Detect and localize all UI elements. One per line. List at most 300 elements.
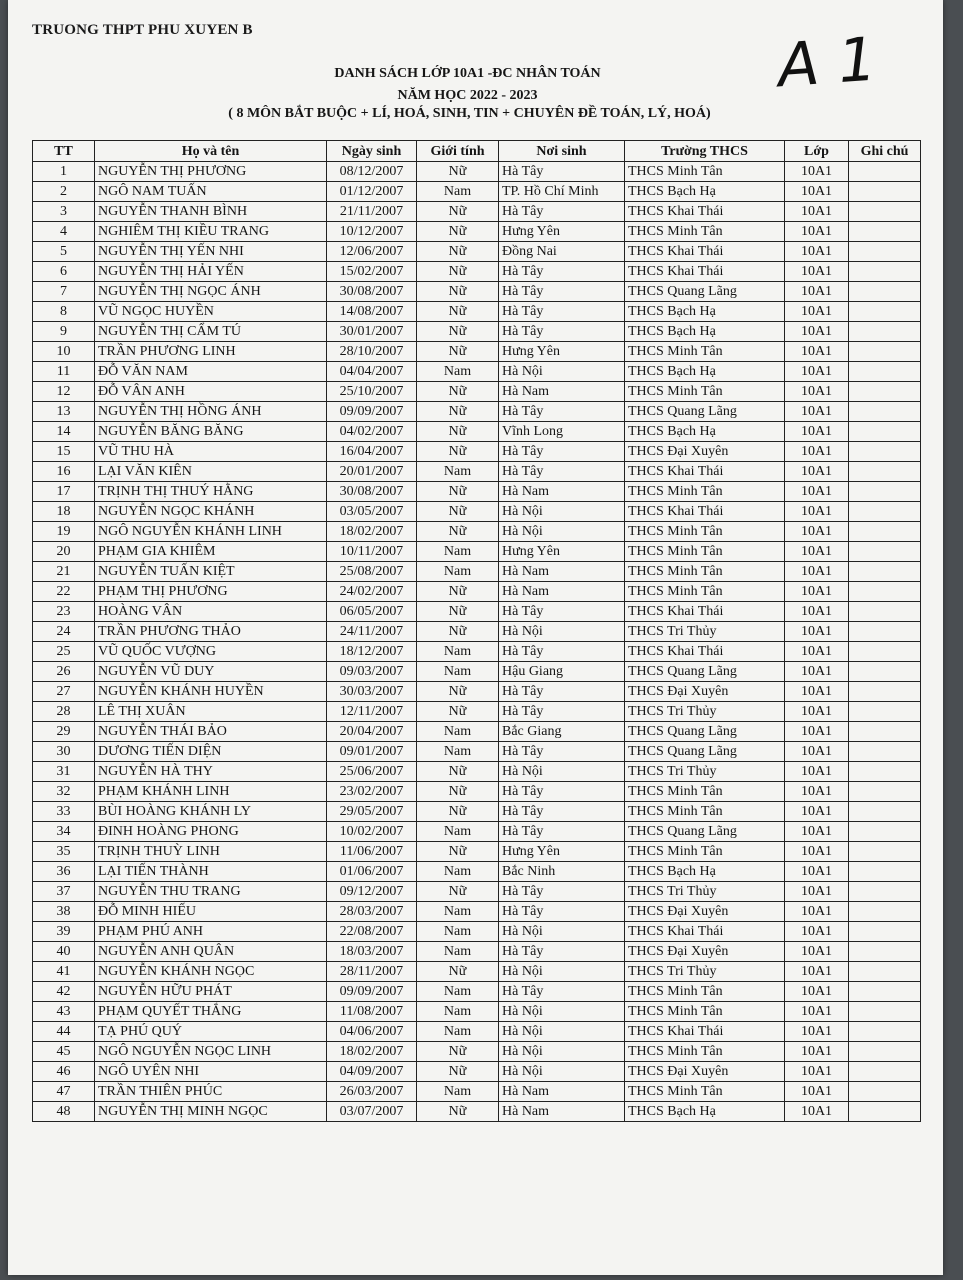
- cell-birthplace: Hà Nam: [499, 1102, 625, 1122]
- cell-tt: 1: [33, 162, 95, 182]
- cell-gender: Nữ: [417, 882, 499, 902]
- table-row: [33, 802, 921, 822]
- cell-note: [849, 642, 921, 662]
- cell-birthplace: TP. Hồ Chí Minh: [499, 182, 625, 202]
- cell-class: 10A1: [785, 282, 849, 302]
- cell-birthplace: Hà Tây: [499, 462, 625, 482]
- table-row: [33, 882, 921, 902]
- cell-birthplace: Hà Tây: [499, 742, 625, 762]
- cell-tt: 9: [33, 322, 95, 342]
- cell-note: [849, 942, 921, 962]
- cell-school: THCS Quang Lãng: [625, 402, 785, 422]
- cell-birthdate: 14/08/2007: [327, 302, 417, 322]
- cell-birthdate: 23/02/2007: [327, 782, 417, 802]
- cell-note: [849, 582, 921, 602]
- cell-gender: Nữ: [417, 222, 499, 242]
- cell-birthdate: 28/03/2007: [327, 902, 417, 922]
- cell-birthdate: 20/04/2007: [327, 722, 417, 742]
- cell-gender: Nữ: [417, 702, 499, 722]
- document-subtitle: ( 8 MÔN BẮT BUỘC + LÍ, HOÁ, SINH, TIN + CHUYÊN ĐỀ TOÁN, LÝ, HOÁ): [228, 106, 711, 121]
- cell-note: [849, 1102, 921, 1122]
- cell-tt: 30: [33, 742, 95, 762]
- cell-birthplace: Đồng Nai: [499, 242, 625, 262]
- cell-school: THCS Tri Thủy: [625, 702, 785, 722]
- cell-class: 10A1: [785, 802, 849, 822]
- table-row: [33, 922, 921, 942]
- cell-note: [849, 342, 921, 362]
- cell-note: [849, 842, 921, 862]
- table-row: [33, 702, 921, 722]
- cell-birthplace: Hà Tây: [499, 822, 625, 842]
- cell-gender: Nam: [417, 182, 499, 202]
- cell-note: [849, 902, 921, 922]
- cell-tt: 34: [33, 822, 95, 842]
- cell-name: PHẠM PHÚ ANH: [95, 922, 327, 942]
- cell-note: [849, 682, 921, 702]
- cell-name: ĐỖ MINH HIẾU: [95, 902, 327, 922]
- cell-gender: Nữ: [417, 502, 499, 522]
- cell-note: [849, 362, 921, 382]
- cell-birthdate: 28/10/2007: [327, 342, 417, 362]
- cell-birthdate: 01/12/2007: [327, 182, 417, 202]
- cell-note: [849, 762, 921, 782]
- cell-tt: 24: [33, 622, 95, 642]
- cell-tt: 16: [33, 462, 95, 482]
- cell-class: 10A1: [785, 782, 849, 802]
- cell-tt: 6: [33, 262, 95, 282]
- cell-gender: Nữ: [417, 522, 499, 542]
- table-header-row: [33, 141, 921, 162]
- column-header-school: Trường THCS: [625, 141, 785, 162]
- table-row: [33, 862, 921, 882]
- cell-birthdate: 10/12/2007: [327, 222, 417, 242]
- cell-school: THCS Khai Thái: [625, 202, 785, 222]
- table-row: [33, 382, 921, 402]
- cell-name: NGÔ NGUYỄN NGỌC LINH: [95, 1042, 327, 1062]
- cell-note: [849, 242, 921, 262]
- cell-school: THCS Minh Tân: [625, 342, 785, 362]
- cell-class: 10A1: [785, 262, 849, 282]
- cell-birthplace: Bắc Ninh: [499, 862, 625, 882]
- cell-school: THCS Đại Xuyên: [625, 942, 785, 962]
- cell-birthplace: Bắc Giang: [499, 722, 625, 742]
- cell-note: [849, 282, 921, 302]
- cell-birthdate: 09/12/2007: [327, 882, 417, 902]
- cell-tt: 8: [33, 302, 95, 322]
- cell-birthdate: 01/06/2007: [327, 862, 417, 882]
- cell-name: TRẦN THIÊN PHÚC: [95, 1082, 327, 1102]
- cell-gender: Nữ: [417, 282, 499, 302]
- cell-note: [849, 222, 921, 242]
- cell-class: 10A1: [785, 382, 849, 402]
- cell-note: [849, 162, 921, 182]
- school-name: TRUONG THPT PHU XUYEN B: [32, 22, 253, 38]
- cell-name: NGUYỄN ANH QUÂN: [95, 942, 327, 962]
- cell-class: 10A1: [785, 562, 849, 582]
- cell-birthplace: Hà Nam: [499, 582, 625, 602]
- cell-gender: Nữ: [417, 162, 499, 182]
- cell-name: HOÀNG VÂN: [95, 602, 327, 622]
- cell-birthdate: 10/11/2007: [327, 542, 417, 562]
- cell-note: [849, 382, 921, 402]
- cell-note: [849, 1002, 921, 1022]
- cell-class: 10A1: [785, 322, 849, 342]
- cell-name: NGUYỄN NGỌC KHÁNH: [95, 502, 327, 522]
- cell-name: ĐỖ VĂN NAM: [95, 362, 327, 382]
- cell-birthdate: 18/02/2007: [327, 1042, 417, 1062]
- cell-birthdate: 11/08/2007: [327, 1002, 417, 1022]
- cell-birthdate: 20/01/2007: [327, 462, 417, 482]
- cell-school: THCS Minh Tân: [625, 522, 785, 542]
- cell-tt: 3: [33, 202, 95, 222]
- cell-tt: 18: [33, 502, 95, 522]
- table-row: [33, 1062, 921, 1082]
- cell-school: THCS Minh Tân: [625, 782, 785, 802]
- table-row: [33, 602, 921, 622]
- cell-birthplace: Hà Tây: [499, 982, 625, 1002]
- cell-name: NGUYỄN THU TRANG: [95, 882, 327, 902]
- cell-name: NGÔ UYÊN NHI: [95, 1062, 327, 1082]
- cell-class: 10A1: [785, 1082, 849, 1102]
- cell-tt: 45: [33, 1042, 95, 1062]
- cell-tt: 36: [33, 862, 95, 882]
- column-header-tt: TT: [33, 141, 95, 162]
- cell-note: [849, 702, 921, 722]
- cell-school: THCS Minh Tân: [625, 1042, 785, 1062]
- cell-birthplace: Hà Nam: [499, 1082, 625, 1102]
- cell-name: ĐỖ VÂN ANH: [95, 382, 327, 402]
- cell-note: [849, 662, 921, 682]
- cell-class: 10A1: [785, 1042, 849, 1062]
- cell-gender: Nữ: [417, 382, 499, 402]
- cell-class: 10A1: [785, 402, 849, 422]
- cell-school: THCS Khai Thái: [625, 642, 785, 662]
- cell-tt: 11: [33, 362, 95, 382]
- cell-birthplace: Vĩnh Long: [499, 422, 625, 442]
- table-row: [33, 782, 921, 802]
- cell-birthdate: 30/08/2007: [327, 482, 417, 502]
- cell-birthplace: Hưng Yên: [499, 222, 625, 242]
- cell-school: THCS Bạch Hạ: [625, 362, 785, 382]
- cell-school: THCS Minh Tân: [625, 802, 785, 822]
- cell-tt: 7: [33, 282, 95, 302]
- cell-school: THCS Bạch Hạ: [625, 862, 785, 882]
- cell-name: NGUYỄN HÀ THY: [95, 762, 327, 782]
- cell-tt: 35: [33, 842, 95, 862]
- cell-name: TRỊNH THỊ THUÝ HẰNG: [95, 482, 327, 502]
- cell-tt: 14: [33, 422, 95, 442]
- cell-tt: 31: [33, 762, 95, 782]
- cell-class: 10A1: [785, 682, 849, 702]
- cell-note: [849, 1082, 921, 1102]
- cell-tt: 41: [33, 962, 95, 982]
- cell-birthplace: Hà Nội: [499, 762, 625, 782]
- cell-school: THCS Minh Tân: [625, 382, 785, 402]
- cell-class: 10A1: [785, 442, 849, 462]
- cell-name: NGÔ NGUYỄN KHÁNH LINH: [95, 522, 327, 542]
- cell-class: 10A1: [785, 822, 849, 842]
- cell-school: THCS Minh Tân: [625, 1082, 785, 1102]
- cell-tt: 40: [33, 942, 95, 962]
- cell-note: [849, 1062, 921, 1082]
- cell-birthplace: Hà Nội: [499, 362, 625, 382]
- cell-birthplace: Hà Tây: [499, 802, 625, 822]
- cell-school: THCS Đại Xuyên: [625, 902, 785, 922]
- cell-class: 10A1: [785, 882, 849, 902]
- cell-tt: 21: [33, 562, 95, 582]
- cell-note: [849, 982, 921, 1002]
- cell-birthdate: 04/06/2007: [327, 1022, 417, 1042]
- table-row: [33, 182, 921, 202]
- cell-name: ĐINH HOÀNG PHONG: [95, 822, 327, 842]
- table-row: [33, 842, 921, 862]
- cell-birthplace: Hà Tây: [499, 702, 625, 722]
- cell-school: THCS Bạch Hạ: [625, 1102, 785, 1122]
- cell-name: TRẦN PHƯƠNG THẢO: [95, 622, 327, 642]
- table-row: [33, 462, 921, 482]
- cell-birthplace: Hà Tây: [499, 262, 625, 282]
- cell-birthdate: 03/07/2007: [327, 1102, 417, 1122]
- cell-school: THCS Quang Lãng: [625, 282, 785, 302]
- table-row: [33, 342, 921, 362]
- cell-name: NGHIÊM THỊ KIỀU TRANG: [95, 222, 327, 242]
- student-list-table: [32, 140, 921, 1122]
- cell-class: 10A1: [785, 642, 849, 662]
- cell-school: THCS Quang Lãng: [625, 742, 785, 762]
- cell-gender: Nữ: [417, 1102, 499, 1122]
- cell-birthplace: Hà Tây: [499, 282, 625, 302]
- cell-school: THCS Bạch Hạ: [625, 322, 785, 342]
- cell-note: [849, 1022, 921, 1042]
- cell-birthplace: Hà Nam: [499, 382, 625, 402]
- cell-class: 10A1: [785, 662, 849, 682]
- cell-class: 10A1: [785, 622, 849, 642]
- cell-class: 10A1: [785, 582, 849, 602]
- table-row: [33, 482, 921, 502]
- cell-school: THCS Quang Lãng: [625, 662, 785, 682]
- cell-birthdate: 09/09/2007: [327, 982, 417, 1002]
- cell-tt: 2: [33, 182, 95, 202]
- cell-gender: Nữ: [417, 422, 499, 442]
- cell-note: [849, 962, 921, 982]
- cell-birthdate: 18/12/2007: [327, 642, 417, 662]
- cell-name: PHẠM THỊ PHƯƠNG: [95, 582, 327, 602]
- cell-school: THCS Minh Tân: [625, 482, 785, 502]
- cell-note: [849, 422, 921, 442]
- cell-birthplace: Hà Nam: [499, 562, 625, 582]
- column-header-birthdate: Ngày sinh: [327, 141, 417, 162]
- cell-class: 10A1: [785, 362, 849, 382]
- cell-birthplace: Hà Nội: [499, 1002, 625, 1022]
- cell-class: 10A1: [785, 222, 849, 242]
- cell-birthdate: 11/06/2007: [327, 842, 417, 862]
- cell-birthplace: Hà Tây: [499, 882, 625, 902]
- cell-school: THCS Minh Tân: [625, 982, 785, 1002]
- cell-gender: Nam: [417, 1002, 499, 1022]
- cell-tt: 27: [33, 682, 95, 702]
- table-body: [33, 162, 921, 1122]
- cell-class: 10A1: [785, 602, 849, 622]
- table-row: [33, 722, 921, 742]
- cell-gender: Nữ: [417, 842, 499, 862]
- cell-note: [849, 202, 921, 222]
- cell-note: [849, 262, 921, 282]
- table-row: [33, 662, 921, 682]
- cell-tt: 47: [33, 1082, 95, 1102]
- table-row: [33, 822, 921, 842]
- cell-note: [849, 182, 921, 202]
- cell-birthplace: Hà Nội: [499, 1042, 625, 1062]
- cell-school: THCS Bạch Hạ: [625, 302, 785, 322]
- cell-birthdate: 22/08/2007: [327, 922, 417, 942]
- cell-note: [849, 1042, 921, 1062]
- table-row: [33, 362, 921, 382]
- cell-gender: Nam: [417, 862, 499, 882]
- cell-tt: 33: [33, 802, 95, 822]
- cell-tt: 4: [33, 222, 95, 242]
- cell-birthdate: 25/10/2007: [327, 382, 417, 402]
- cell-note: [849, 542, 921, 562]
- table-row: [33, 502, 921, 522]
- table-row: [33, 762, 921, 782]
- table-row: [33, 962, 921, 982]
- cell-name: TRẦN PHƯƠNG LINH: [95, 342, 327, 362]
- table-row: [33, 642, 921, 662]
- cell-class: 10A1: [785, 1102, 849, 1122]
- cell-gender: Nam: [417, 642, 499, 662]
- table-row: [33, 562, 921, 582]
- cell-birthplace: Hà Nội: [499, 522, 625, 542]
- cell-gender: Nữ: [417, 342, 499, 362]
- cell-note: [849, 822, 921, 842]
- column-header-gender: Giới tính: [417, 141, 499, 162]
- cell-name: PHẠM GIA KHIÊM: [95, 542, 327, 562]
- cell-class: 10A1: [785, 522, 849, 542]
- cell-class: 10A1: [785, 982, 849, 1002]
- cell-gender: Nam: [417, 902, 499, 922]
- cell-gender: Nam: [417, 662, 499, 682]
- cell-birthdate: 10/02/2007: [327, 822, 417, 842]
- cell-tt: 10: [33, 342, 95, 362]
- cell-note: [849, 602, 921, 622]
- cell-tt: 37: [33, 882, 95, 902]
- table-row: [33, 542, 921, 562]
- table-row: [33, 982, 921, 1002]
- table-row: [33, 1022, 921, 1042]
- cell-gender: Nữ: [417, 402, 499, 422]
- cell-school: THCS Quang Lãng: [625, 722, 785, 742]
- cell-class: 10A1: [785, 542, 849, 562]
- cell-birthplace: Hà Tây: [499, 162, 625, 182]
- cell-gender: Nữ: [417, 1062, 499, 1082]
- cell-gender: Nữ: [417, 262, 499, 282]
- table-row: [33, 522, 921, 542]
- cell-class: 10A1: [785, 742, 849, 762]
- cell-note: [849, 562, 921, 582]
- cell-name: NGUYỄN TUẤN KIỆT: [95, 562, 327, 582]
- cell-class: 10A1: [785, 1022, 849, 1042]
- cell-birthplace: Hưng Yên: [499, 542, 625, 562]
- cell-school: THCS Khai Thái: [625, 462, 785, 482]
- cell-birthdate: 18/02/2007: [327, 522, 417, 542]
- cell-name: NGUYỄN VŨ DUY: [95, 662, 327, 682]
- cell-birthplace: Hà Nội: [499, 1062, 625, 1082]
- cell-school: THCS Minh Tân: [625, 582, 785, 602]
- cell-note: [849, 782, 921, 802]
- column-header-name: Họ và tên: [95, 141, 327, 162]
- cell-school: THCS Minh Tân: [625, 842, 785, 862]
- cell-school: THCS Minh Tân: [625, 1002, 785, 1022]
- cell-school: THCS Minh Tân: [625, 162, 785, 182]
- table-row: [33, 582, 921, 602]
- cell-name: NGUYỄN THÁI BẢO: [95, 722, 327, 742]
- cell-school: THCS Đại Xuyên: [625, 442, 785, 462]
- cell-note: [849, 482, 921, 502]
- cell-name: VŨ THU HÀ: [95, 442, 327, 462]
- cell-gender: Nam: [417, 362, 499, 382]
- cell-gender: Nam: [417, 922, 499, 942]
- cell-gender: Nữ: [417, 602, 499, 622]
- cell-birthplace: Hà Tây: [499, 682, 625, 702]
- cell-birthdate: 04/09/2007: [327, 1062, 417, 1082]
- document-page: [8, 0, 943, 1275]
- cell-tt: 26: [33, 662, 95, 682]
- cell-school: THCS Quang Lãng: [625, 822, 785, 842]
- cell-birthdate: 30/03/2007: [327, 682, 417, 702]
- cell-name: NGUYỄN BĂNG BĂNG: [95, 422, 327, 442]
- cell-name: NGUYỄN THỊ NGỌC ÁNH: [95, 282, 327, 302]
- cell-birthdate: 26/03/2007: [327, 1082, 417, 1102]
- cell-tt: 23: [33, 602, 95, 622]
- cell-birthplace: Hà Tây: [499, 202, 625, 222]
- cell-gender: Nam: [417, 1022, 499, 1042]
- cell-tt: 32: [33, 782, 95, 802]
- table-row: [33, 942, 921, 962]
- cell-name: VŨ NGỌC HUYỀN: [95, 302, 327, 322]
- column-header-note: Ghi chú: [849, 141, 921, 162]
- cell-school: THCS Bạch Hạ: [625, 422, 785, 442]
- cell-gender: Nữ: [417, 802, 499, 822]
- cell-school: THCS Tri Thủy: [625, 962, 785, 982]
- cell-school: THCS Đại Xuyên: [625, 682, 785, 702]
- cell-gender: Nữ: [417, 302, 499, 322]
- cell-tt: 25: [33, 642, 95, 662]
- cell-birthdate: 16/04/2007: [327, 442, 417, 462]
- cell-name: TẠ PHÚ QUÝ: [95, 1022, 327, 1042]
- cell-birthdate: 30/08/2007: [327, 282, 417, 302]
- cell-birthdate: 09/03/2007: [327, 662, 417, 682]
- cell-birthdate: 04/04/2007: [327, 362, 417, 382]
- cell-note: [849, 802, 921, 822]
- cell-birthdate: 04/02/2007: [327, 422, 417, 442]
- cell-note: [849, 622, 921, 642]
- cell-birthdate: 08/12/2007: [327, 162, 417, 182]
- cell-tt: 12: [33, 382, 95, 402]
- cell-gender: Nam: [417, 942, 499, 962]
- cell-note: [849, 922, 921, 942]
- cell-name: NGUYỄN THANH BÌNH: [95, 202, 327, 222]
- cell-gender: Nữ: [417, 762, 499, 782]
- cell-note: [849, 502, 921, 522]
- cell-birthplace: Hà Tây: [499, 602, 625, 622]
- cell-name: NGUYỄN KHÁNH NGỌC: [95, 962, 327, 982]
- cell-school: THCS Khai Thái: [625, 922, 785, 942]
- cell-name: DƯƠNG TIẾN DIỆN: [95, 742, 327, 762]
- cell-birthdate: 09/01/2007: [327, 742, 417, 762]
- cell-tt: 44: [33, 1022, 95, 1042]
- document-title: DANH SÁCH LỚP 10A1 -ĐC NHÂN TOÁN: [334, 66, 601, 81]
- cell-name: LÊ THỊ XUÂN: [95, 702, 327, 722]
